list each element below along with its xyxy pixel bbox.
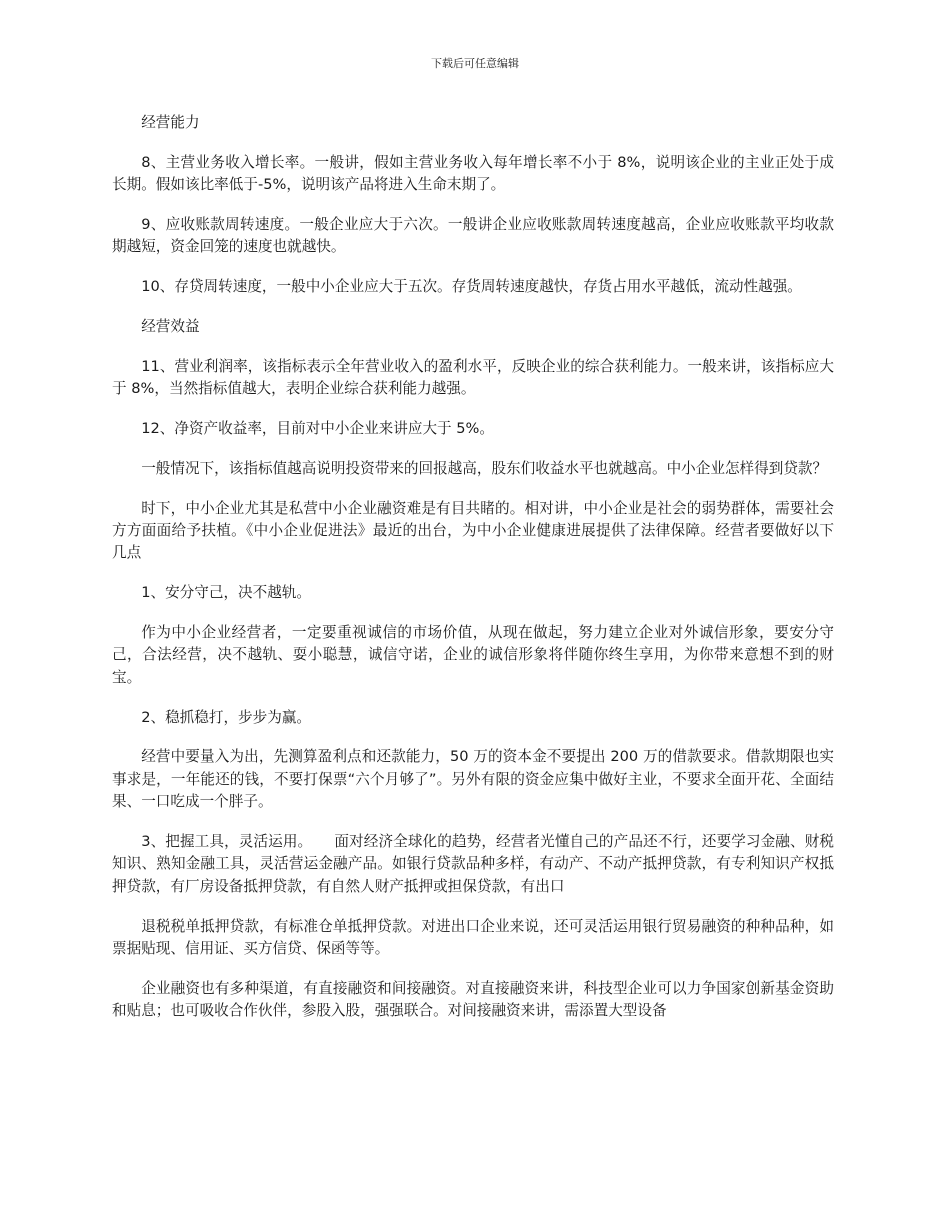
paragraph-revenue-growth: 8、主营业务收入增长率。一般讲，假如主营业务收入每年增长率不小于 8%，说明该企业的主业正处于成长期。假如该比率低于-5%，说明该产品将进入生命末期了。 — [112, 153, 834, 194]
paragraph-point-1-title: 1、安分守己，决不越轨。 — [141, 584, 312, 602]
section-heading-operating-efficiency: 经营效益 — [141, 318, 200, 335]
paragraph-sme-financing: 时下，中小企业尤其是私营中小企业融资难是有目共睹的。相对讲，中小企业是社会的弱势群体，需要社会方方面面给予扶植。《中小企业促进法》最近的出台，为中小企业健康进展提供了法律保障。经营者要做好以下几点 — [112, 499, 834, 562]
paragraph-inventory-turnover: 10、存贷周转速度，一般中小企业应大于五次。存货周转速度越快，存货占用水平越低，流动性越强。 — [141, 278, 802, 296]
page-header: 下载后可任意编辑 — [431, 57, 519, 70]
paragraph-point-1-body: 作为中小企业经营者，一定要重视诚信的市场价值，从现在做起，努力建立企业对外诚信形象，要安分守己，合法经营，决不越轨、耍小聪慧，诚信守诺，企业的诚信形象将伴随你终生享用，为你带来意想不到的财宝。 — [112, 624, 834, 686]
paragraph-financing-channels: 企业融资也有多种渠道，有直接融资和间接融资。对直接融资来讲，科技型企业可以力争国家创新基金资助和贴息；也可吸收合作伙伴，参股入股，强强联合。对间接融资来讲，需添置大型设备 — [112, 979, 834, 1020]
document-body — [112, 112, 834, 1040]
paragraph-point-2-body: 经营中要量入为出，先测算盈利点和还款能力，50 万的资本金不要提出 200 万的借款要求。借款期限也实事求是，一年能还的钱，不要打保票“六个月够了”。另外有限的资金应集中做好主业，不要求全面开花、全面结果、一口吃成一个胖子。 — [112, 748, 834, 811]
paragraph-point-2-title: 2、稳抓稳打，步步为赢。 — [141, 708, 312, 726]
paragraph-export-tax-loans: 退税税单抵押贷款，有标准仓单抵押贷款。对进出口企业来说，还可灵活运用银行贸易融资的种种品种，如票据贴现、信用证、买方信贷、保函等等。 — [112, 917, 834, 958]
section-heading-operating-ability: 经营能力 — [141, 114, 200, 131]
paragraph-receivables-turnover: 9、应收账款周转速度。一般企业应大于六次。一般讲企业应收账款周转速度越高，企业应收账款平均收款期越短，资金回笼的速度也就越快。 — [112, 216, 834, 256]
paragraph-point-3: 3、把握工具，灵活运用。 面对经济全球化的趋势，经营者光懂自己的产品还不行，还要学习金融、财税知识、熟知金融工具，灵活营运金融产品。如银行贷款品种多样，有动产、不动产抵押贷款，有专利知识产权抵押贷款，有厂房设备抵押贷款，有自然人财产抵押或担保贷款，有出口 — [112, 833, 834, 895]
paragraph-operating-margin: 11、营业利润率，该指标表示全年营业收入的盈利水平，反映企业的综合获利能力。一般来讲，该指标应大于 8%，当然指标值越大，表明企业综合获利能力越强。 — [112, 357, 834, 398]
paragraph-roe-note: 一般情况下，该指标值越高说明投资带来的回报越高，股东们收益水平也就越高。中小企业怎样得到贷款？ — [141, 459, 828, 477]
paragraph-roe: 12、净资产收益率，目前对中小企业来讲应大于 5%。 — [141, 420, 495, 437]
